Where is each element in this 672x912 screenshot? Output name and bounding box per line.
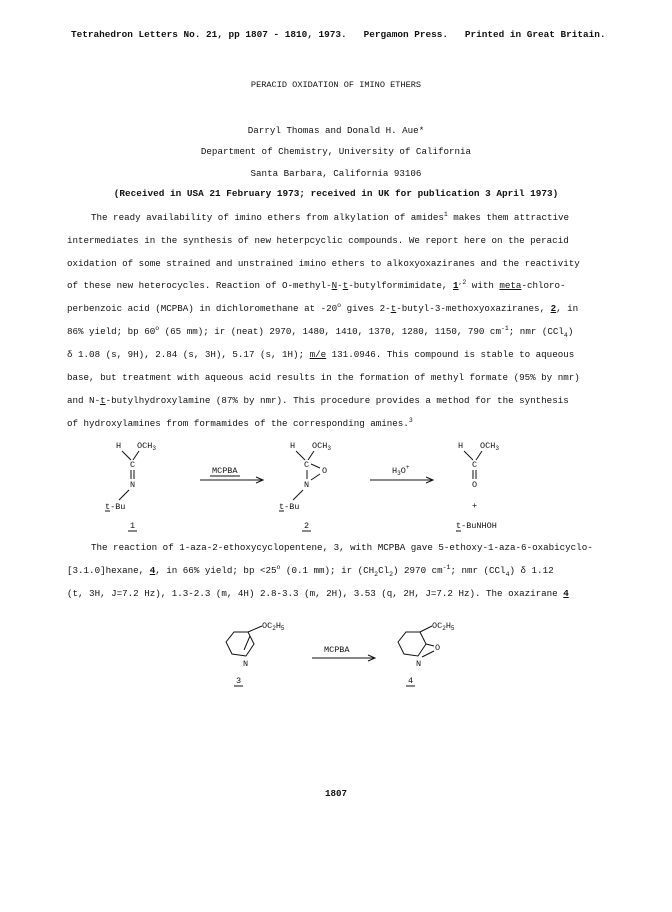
degree: o: [337, 301, 342, 309]
text-span: , in: [556, 303, 579, 314]
subscript: 4: [505, 570, 510, 578]
atom-o: O: [472, 480, 478, 490]
text-span: ; nmr (CCl: [450, 565, 506, 576]
atom-n: N: [416, 659, 422, 669]
text-span: ) δ 1.12: [509, 565, 554, 576]
p1-line-4: [67, 280, 566, 292]
group-och3: $OCH_3$: [480, 441, 499, 452]
p2-line-3: [67, 588, 569, 600]
page-number: 1807: [324, 788, 348, 799]
text-span: Cl: [378, 565, 390, 576]
group-tbu: t-Bu: [279, 502, 300, 512]
p2-line-2: [67, 565, 554, 577]
plus-sign: +: [472, 501, 478, 511]
p1-line-6: [67, 326, 573, 338]
atom-h: H: [458, 441, 464, 451]
text-span: -chloro-: [521, 280, 566, 291]
reagent-mcpba: MCPBA: [324, 645, 350, 655]
text-span: gives 2-: [341, 303, 391, 314]
atom-o: O: [322, 466, 328, 476]
text-span: perbenzoic acid (MCPBA) in dichloromethane at -20: [67, 303, 338, 314]
p1-line-10: [67, 418, 413, 430]
text-span: 86% yield; bp 60: [67, 326, 156, 337]
compound-label-4: 4: [408, 676, 414, 686]
compound-1-structure: [105, 441, 156, 531]
degree: o: [276, 563, 281, 571]
received-dates: (Received in USA 21 February 1973; received in UK for publication 3 April 1973): [113, 188, 559, 199]
compound-number: 4: [149, 565, 156, 576]
methyl-formate-structure: [456, 441, 499, 531]
superscript: -1: [442, 563, 451, 571]
text-span: [3.1.0]hexane,: [67, 565, 150, 576]
footnote-ref: 1: [443, 210, 448, 218]
superscript: -1: [500, 324, 509, 332]
text-span: -: [337, 280, 343, 291]
p1-line-3: oxidation of some strained and unstrained imino ethers to alkoxyoxaziranes and the reactivity: [67, 258, 580, 269]
atom-o: O: [435, 643, 441, 653]
group-och3: $OCH_3$: [137, 441, 156, 452]
text-span: 131.0946. This compound is stable to aqueous: [326, 349, 575, 360]
text-span: , in 66% yield; bp <25: [155, 565, 277, 576]
atom-c: C: [304, 460, 310, 470]
reaction-scheme-2: [0, 612, 672, 692]
text-span: of these new heterocycles. Reaction of O-methyl-: [67, 280, 332, 291]
affiliation: Department of Chemistry, University of California: [200, 146, 472, 157]
authors: Darryl Thomas and Donald H. Aue*: [247, 125, 425, 136]
p1-line-8: base, but treatment with aqueous acid results in the formation of methyl formate (95% by nmr): [67, 372, 580, 383]
group-och3: $OCH_3$: [312, 441, 331, 452]
publisher: Pergamon Press.: [363, 29, 448, 40]
italic-t: t: [100, 395, 106, 406]
text-span: of hydroxylamines from formamides of the corresponding amines.: [67, 418, 409, 429]
atom-n: N: [304, 480, 310, 490]
text-span: (t, 3H, J=7.2 Hz), 1.3-2.3 (m, 4H) 2.8-3.3 (m, 2H), 3.53 (q, 2H, J=7.2 Hz). The oxazirane: [67, 588, 564, 599]
text-span: ; nmr (CCl: [508, 326, 564, 337]
compound-label-3: 3: [236, 676, 242, 686]
location: Santa Barbara, California 93106: [250, 168, 422, 179]
printed-in: Printed in Great Britain.: [464, 29, 606, 40]
group-oc2h5: $OC_2H_5$: [432, 621, 455, 632]
atom-c: C: [472, 460, 478, 470]
p1-line-2: intermediates in the synthesis of new heterpcyclic compounds. We report here on the peracid: [67, 235, 569, 246]
text-span: with: [466, 280, 500, 291]
footnote-ref: ,2: [458, 278, 467, 286]
text-span: -butylformimidate,: [348, 280, 453, 291]
atom-c: C: [130, 460, 136, 470]
p2-line-1: The reaction of 1-aza-2-ethoxycyclopentene, 3, with MCPBA gave 5-ethoxy-1-aza-6-oxabicyclo-: [91, 542, 593, 553]
reagent-mcpba: MCPBA: [212, 466, 238, 476]
p1-line-5: [67, 303, 578, 315]
italic-me: m/e: [309, 349, 327, 360]
compound-number: 2: [550, 303, 557, 314]
reaction-scheme-1: [0, 436, 672, 536]
product-tbunhoh: t-BuNHOH: [456, 521, 497, 531]
p1-line-1: [91, 212, 569, 224]
text-span: -butyl-3-methoxyoxaziranes,: [396, 303, 551, 314]
text-span: -butylhydroxylamine (87% by nmr). This procedure provides a method for the synthesis: [105, 395, 569, 406]
p1-line-9: [67, 395, 569, 407]
journal-header: [71, 29, 606, 41]
text-span: The ready availability of imino ethers from alkylation of amides: [91, 212, 444, 223]
atom-n: N: [130, 480, 136, 490]
text-span: δ 1.08 (s, 9H), 2.84 (s, 3H), 5.17 (s, 1H);: [67, 349, 310, 360]
text-span: ): [567, 326, 574, 337]
compound-label-1: 1: [130, 521, 136, 531]
text-span: ) 2970 cm: [393, 565, 443, 576]
journal-citation: Tetrahedron Letters No. 21, pp 1807 - 1810, 1973.: [71, 29, 347, 40]
italic-t: t: [342, 280, 349, 291]
article-title: PERACID OXIDATION OF IMINO ETHERS: [250, 80, 422, 90]
subscript: 2: [374, 570, 379, 578]
italic-meta: meta: [499, 280, 522, 291]
atom-h: H: [290, 441, 296, 451]
footnote-ref: 3: [408, 416, 413, 424]
atom-n: N: [243, 659, 249, 669]
italic-n: N: [331, 280, 338, 291]
group-tbu: t-Bu: [105, 502, 126, 512]
text-span: (65 mm); ir (neat) 2970, 1480, 1410, 1370, 1280, 1150, 790 cm: [159, 326, 501, 337]
subscript: 4: [563, 331, 568, 339]
group-oc2h5: $OC_2H_5$: [262, 621, 285, 632]
compound-2-structure: [279, 441, 331, 531]
compound-4-structure: [398, 621, 455, 686]
degree: o: [155, 324, 160, 332]
compound-number: 4: [563, 588, 569, 599]
compound-3-structure: [226, 621, 285, 686]
compound-number: 1: [452, 280, 459, 291]
italic-t: t: [390, 303, 397, 314]
compound-label-2: 2: [304, 521, 310, 531]
text-span: (0.1 mm); ir (CH: [280, 565, 375, 576]
text-span: and N-: [67, 395, 101, 406]
subscript: 2: [389, 570, 393, 578]
reagent-h3o: $H_3O^+$: [392, 464, 410, 477]
p1-line-7: [67, 349, 574, 361]
atom-h: H: [116, 441, 122, 451]
text-span: makes them attractive: [447, 212, 570, 223]
